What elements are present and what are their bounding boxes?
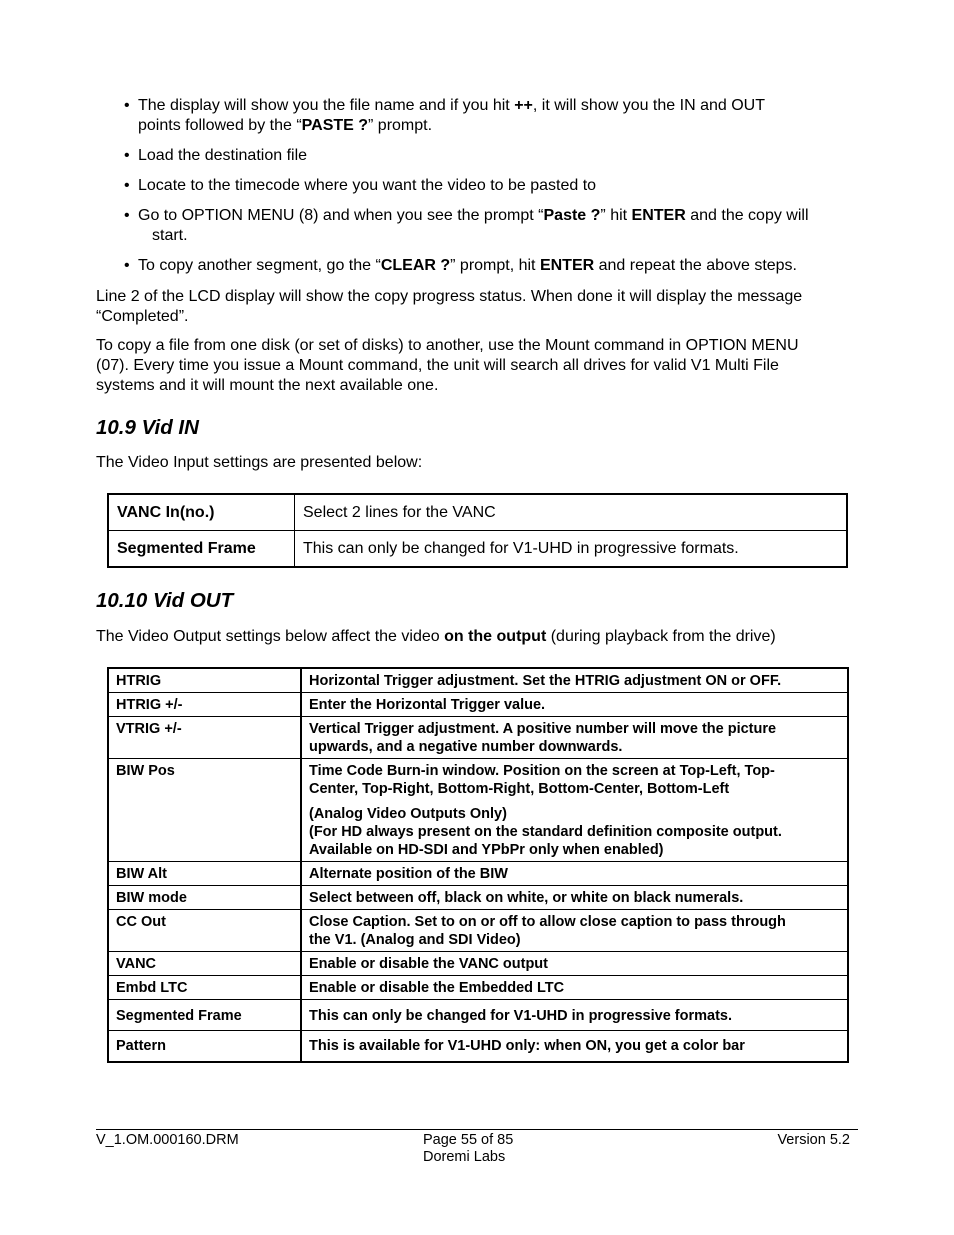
setting-description: Close Caption. Set to on or off to allow close caption to pass through the V1. (Analog and SDI Video) (301, 910, 848, 952)
setting-name: VTRIG +/- (108, 717, 301, 759)
list-item: • Load the destination file (124, 147, 308, 164)
setting-name: CC Out (108, 910, 301, 952)
setting-description: Alternate position of the BIW (301, 862, 848, 886)
footer-page-number: Page 55 of 85 Doremi Labs (423, 1132, 514, 1165)
setting-name: BIW mode (108, 886, 301, 910)
section-heading-vid-out: 10.10 Vid OUT (96, 589, 234, 612)
setting-name: VANC (108, 952, 301, 976)
table-row (108, 759, 848, 862)
setting-description: Select between off, black on white, or white on black numerals. (301, 886, 848, 910)
table-row (108, 668, 848, 693)
setting-description: Enable or disable the VANC output (301, 952, 848, 976)
setting-name: Segmented Frame (108, 531, 295, 568)
setting-name: BIW Pos (108, 759, 301, 862)
setting-name: Embd LTC (108, 976, 301, 1000)
setting-name: Pattern (108, 1031, 301, 1062)
setting-description: Horizontal Trigger adjustment. Set the HTRIG adjustment ON or OFF. (301, 668, 848, 693)
setting-description: This can only be changed for V1-UHD in progressive formats. (301, 1000, 848, 1031)
setting-name: HTRIG +/- (108, 693, 301, 717)
list-item: • Go to OPTION MENU (8) and when you see the prompt “Paste ?” hit ENTER and the copy will start. (124, 207, 809, 244)
table-row (108, 886, 848, 910)
table-row (108, 1031, 848, 1062)
setting-description: Vertical Trigger adjustment. A positive number will move the picture upwards, and a negative number downwards. (301, 717, 848, 759)
setting-name: VANC In(no.) (108, 494, 295, 531)
table-row (108, 693, 848, 717)
vid-out-intro: The Video Output settings below affect the video on the output (during playback from the drive) (96, 628, 776, 645)
copy-progress-paragraph: Line 2 of the LCD display will show the copy progress status. When done it will display the message “Completed”. (96, 288, 803, 325)
section-heading-vid-in: 10.9 Vid IN (96, 416, 199, 439)
table-row (108, 494, 847, 531)
table-row (108, 976, 848, 1000)
table-row (108, 862, 848, 886)
setting-description: Select 2 lines for the VANC (295, 494, 848, 531)
bullet-list (124, 96, 864, 286)
setting-description: Time Code Burn-in window. Position on the screen at Top-Left, Top- Center, Top-Right, Bottom-Right, Bottom-Center, Bottom-Left (Analog Video Outputs Only) (For HD always present on the standard definition composite output. Available on HD-SDI and YPbPr only when enabled) (301, 759, 848, 862)
vid-in-table (107, 493, 848, 568)
setting-description: This can only be changed for V1-UHD in progressive formats. (295, 531, 848, 568)
table-row (108, 531, 847, 568)
table-row (108, 1000, 848, 1031)
vid-out-table (107, 667, 849, 1063)
list-item: • The display will show you the file name and if you hit ++, it will show you the IN and OUT points followed by the “PASTE ?” prompt. (124, 97, 765, 134)
footer-divider (96, 1129, 858, 1130)
footer-doc-id: V_1.OM.000160.DRM (96, 1132, 239, 1148)
table-row (108, 952, 848, 976)
list-item: • Locate to the timecode where you want the video to be pasted to (124, 177, 597, 194)
setting-description: Enable or disable the Embedded LTC (301, 976, 848, 1000)
table-row (108, 717, 848, 759)
mount-paragraph: To copy a file from one disk (or set of disks) to another, use the Mount command in OPTION MENU (07). Every time you issue a Mount command, the unit will search all drives for valid V1 Multi File systems and it will mount the next available one. (96, 337, 799, 394)
vid-in-intro: The Video Input settings are presented below: (96, 454, 423, 471)
setting-name: HTRIG (108, 668, 301, 693)
setting-description: This is available for V1-UHD only: when ON, you get a color bar (301, 1031, 848, 1062)
setting-name: BIW Alt (108, 862, 301, 886)
footer-version: Version 5.2 (777, 1132, 850, 1148)
setting-description: Enter the Horizontal Trigger value. (301, 693, 848, 717)
table-row (108, 910, 848, 952)
setting-name: Segmented Frame (108, 1000, 301, 1031)
list-item: • To copy another segment, go the “CLEAR ?” prompt, hit ENTER and repeat the above steps. (124, 257, 797, 274)
